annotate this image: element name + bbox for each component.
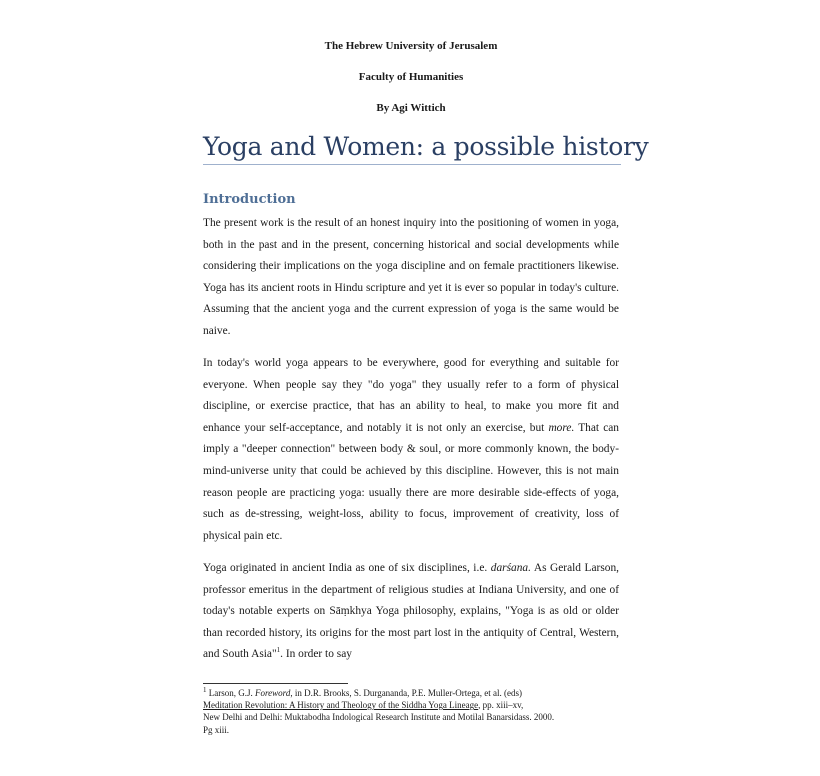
- paragraph-2-text-a: In today's world yoga appears to be everywhere, good for everything and suitable for everyone. When people say they "do yoga" they usually refer to a form of physical discipline, or exercise practice, that has an ability to heal, to make you more fit and enhance your self-acceptance, and notably it is not only an exercise, but: [203, 357, 619, 434]
- footnote-reference[interactable]: 1: [276, 646, 281, 655]
- footnote-book-title: Meditation Revolution: A History and Theology of the Siddha Yoga Lineage: [203, 700, 479, 711]
- paragraph-3-text-c: . In order to say: [280, 648, 352, 661]
- paragraph-3-text-b: As Gerald Larson, professor emeritus in the department of religious studies at Indiana University, and one of today's notable experts on Sāṃkhya Yoga philosophy, explains, "Yoga is as old or older than recorded history, its origins for the most part lost in the antiquity of Central, Western, and South Asia": [203, 562, 619, 661]
- footnote-publisher: New Delhi and Delhi: Muktabodha Indological Research Institute and Motilal Banarsidass. 2000.: [203, 712, 555, 723]
- paragraph-3-text-a: Yoga originated in ancient India as one of six disciplines, i.e.: [203, 562, 491, 574]
- paragraph-3-emphasis: darśana.: [490, 562, 531, 574]
- footnote: [203, 687, 619, 736]
- author-line: By Agi Wittich: [376, 102, 446, 114]
- paragraph-2: [203, 353, 619, 547]
- footnote-text-b: , in D.R. Brooks, S. Durgananda, P.E. Muller-Ortega, et al. (eds): [290, 688, 522, 698]
- paragraph-2-emphasis: more.: [548, 421, 575, 434]
- footnote-page: Pg xiii.: [203, 724, 230, 735]
- footnote-separator: [203, 683, 348, 684]
- paragraph-3: [203, 558, 619, 666]
- section-heading: Introduction: [203, 192, 296, 207]
- footnote-marker: 1: [203, 686, 207, 694]
- footnote-text-a: Larson, G.J.: [206, 688, 255, 698]
- paragraph-1-text: The present work is the result of an honest inquiry into the positioning of women in yoga, both in the past and in the present, concerning historical and social developments while considering their implications on the yoga discipline and on female practitioners likewise. Yoga has its ancient roots in Hindu scripture and yet it is ever so popular in today's culture. Assuming that the ancient yoga and the current expression of yoga is the same would be naive.: [203, 217, 619, 337]
- footnote-emphasis: Foreword: [255, 688, 291, 698]
- document-title: Yoga and Women: a possible history: [203, 132, 621, 165]
- footnote-text-c: , pp. xiii–xv,: [478, 700, 524, 711]
- paragraph-1: [203, 213, 619, 343]
- paragraph-2-text-b: That can imply a "deeper connection" between body & soul, or more commonly known, the body-mind-universe unity that could be achieved by this discipline. However, this is not main reason people are practicing yoga: usually there are more desirable side-effects of yoga, such as de-stressing, weight-loss, ability to focus, improvement of creativity, loss of physical pain etc.: [203, 421, 620, 542]
- faculty-name: Faculty of Humanities: [358, 71, 464, 83]
- university-name: The Hebrew University of Jerusalem: [324, 40, 498, 52]
